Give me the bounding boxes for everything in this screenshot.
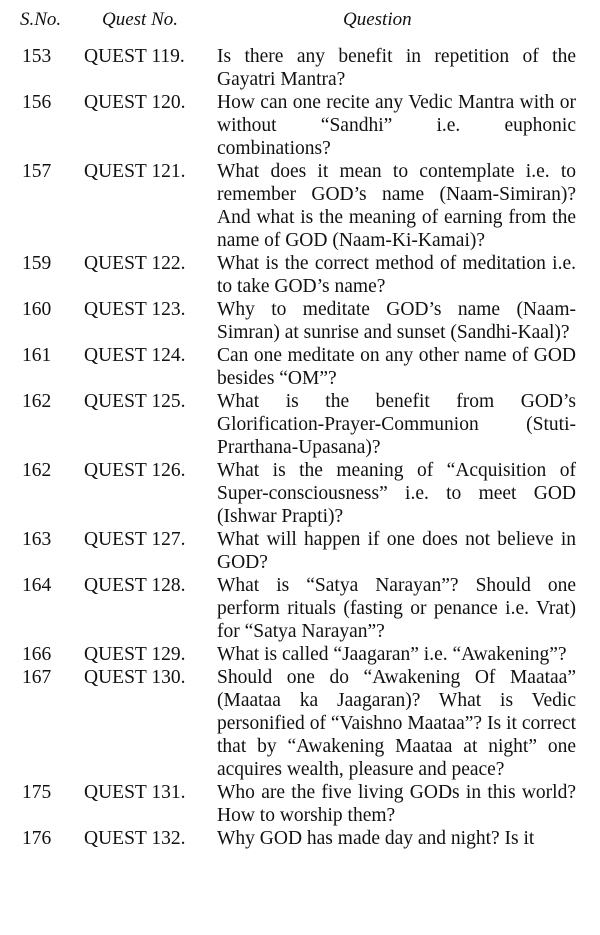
serial-number: 175: [22, 782, 52, 803]
question-text: Why to meditate GOD’s name (Naam-Simran) at sunrise and sunset (Sandhi-Kaal)?: [217, 299, 576, 343]
serial-number: 176: [22, 828, 52, 849]
serial-number: 159: [22, 253, 52, 274]
serial-number: 162: [22, 460, 52, 481]
list-item: [0, 160, 600, 252]
header-quest-no: Quest No.: [102, 9, 178, 30]
serial-number: 157: [22, 161, 52, 182]
list-item: [0, 666, 600, 781]
question-text: What is the correct method of meditation i.e. to take GOD’s name?: [217, 253, 576, 297]
serial-number: 164: [22, 575, 52, 596]
serial-number: 160: [22, 299, 52, 320]
question-text: Who are the five living GODs in this world? How to worship them?: [217, 782, 576, 826]
quest-number: QUEST 123.: [84, 299, 186, 320]
question-text: Is there any benefit in repetition of the Gayatri Mantra?: [217, 46, 576, 90]
quest-number: QUEST 124.: [84, 345, 186, 366]
serial-number: 153: [22, 46, 52, 67]
list-item: [0, 91, 600, 160]
list-item: [0, 528, 600, 574]
list-item: [0, 298, 600, 344]
list-item: [0, 574, 600, 643]
serial-number: 163: [22, 529, 52, 550]
serial-number: 167: [22, 667, 52, 688]
list-item: [0, 459, 600, 528]
question-text: What is the meaning of “Acquisition of Super-consciousness” i.e. to meet GOD (Ishwar Prapti)?: [217, 460, 576, 527]
header-sno: S.No.: [20, 9, 62, 30]
list-item: [0, 390, 600, 459]
quest-number: QUEST 128.: [84, 575, 186, 596]
header-question: Question: [343, 9, 412, 30]
quest-number: QUEST 126.: [84, 460, 186, 481]
list-item: [0, 344, 600, 390]
question-text: Should one do “Awakening Of Maataa” (Maataa ka Jaagaran)? What is Vedic personified of “Vaishno Maataa”? Is it correct that by “Awakening Maataa at night” one acquires wealth, pleasure and peace?: [217, 667, 576, 780]
question-list: [0, 45, 600, 850]
quest-number: QUEST 127.: [84, 529, 186, 550]
question-text: What does it mean to contemplate i.e. to remember GOD’s name (Naam-Simiran)? And what is the meaning of earning from the name of GOD (Naam-Ki-Kamai)?: [217, 161, 576, 251]
list-item: [0, 45, 600, 91]
quest-number: QUEST 119.: [84, 46, 185, 67]
serial-number: 156: [22, 92, 52, 113]
list-item: [0, 781, 600, 827]
serial-number: 166: [22, 644, 52, 665]
list-item: [0, 252, 600, 298]
quest-number: QUEST 125.: [84, 391, 186, 412]
quest-number: QUEST 120.: [84, 92, 186, 113]
question-text: Why GOD has made day and night? Is it: [217, 828, 535, 849]
question-text: How can one recite any Vedic Mantra with or without “Sandhi” i.e. euphonic combinations?: [217, 92, 576, 159]
question-text: Can one meditate on any other name of GOD besides “OM”?: [217, 345, 576, 389]
list-item: [0, 643, 600, 666]
quest-number: QUEST 129.: [84, 644, 186, 665]
list-item: [0, 827, 600, 850]
serial-number: 162: [22, 391, 52, 412]
question-text: What is “Satya Narayan”? Should one perform rituals (fasting or penance i.e. Vrat) for “Satya Narayan”?: [217, 575, 576, 642]
quest-number: QUEST 121.: [84, 161, 186, 182]
question-text: What is the benefit from GOD’s Glorification-Prayer-Communion (Stuti-Prarthana-Upasana)?: [217, 391, 576, 458]
quest-number: QUEST 122.: [84, 253, 186, 274]
serial-number: 161: [22, 345, 52, 366]
quest-number: QUEST 130.: [84, 667, 186, 688]
question-text: What is called “Jaagaran” i.e. “Awakening”?: [217, 644, 567, 665]
quest-number: QUEST 132.: [84, 828, 186, 849]
question-text: What will happen if one does not believe in GOD?: [217, 529, 576, 573]
quest-number: QUEST 131.: [84, 782, 186, 803]
